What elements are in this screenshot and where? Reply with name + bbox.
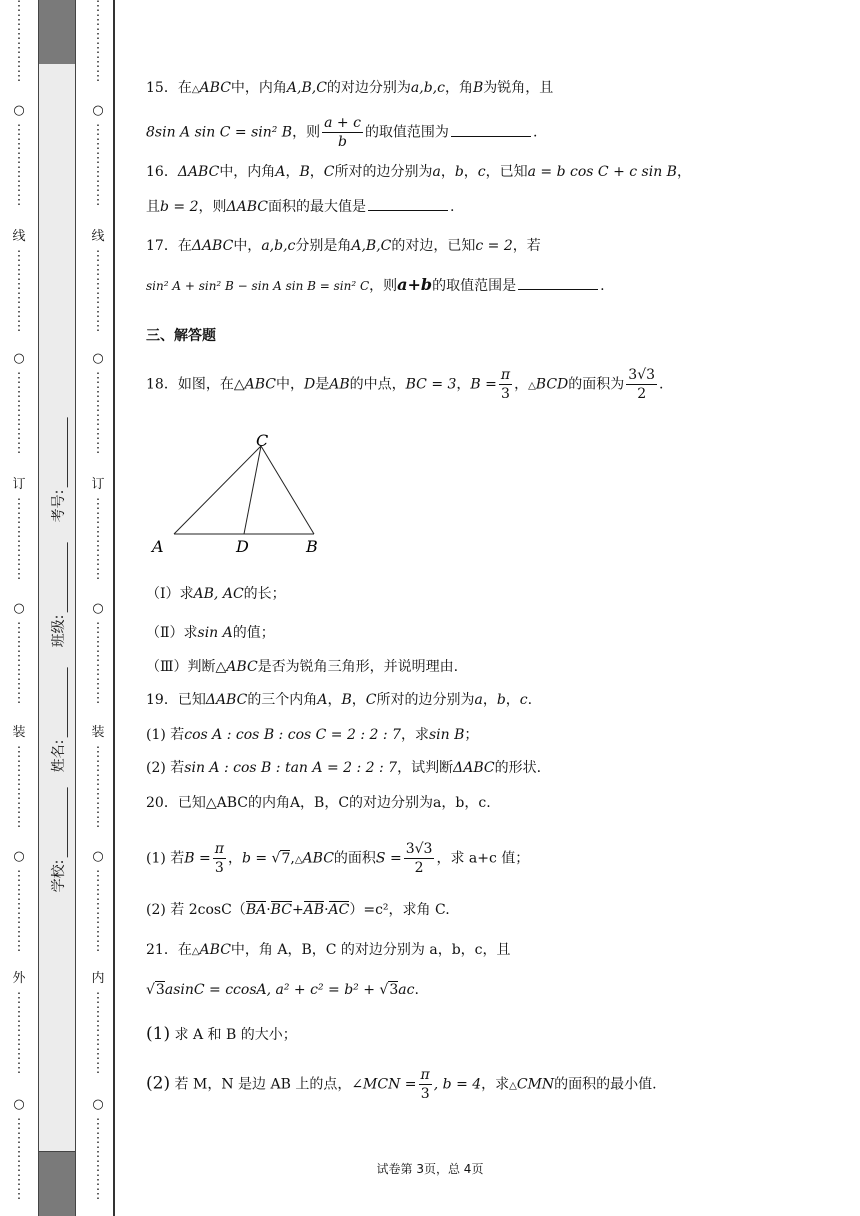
text: 求 A 和 B 的大小； (170, 1027, 297, 1043)
binding-circle-mark: ○ (13, 601, 25, 616)
text: ）=c²，求角 C. (349, 902, 450, 918)
binding-dots: ⋮ ⋮ ⋮ ⋮ ⋮ ⋮ (12, 249, 26, 334)
fraction-numerator: 3√3 (628, 367, 656, 383)
q18-line1 (146, 366, 663, 403)
text: ，求 (400, 727, 429, 743)
binding-border-line (113, 0, 115, 1216)
math: b = 2 (160, 199, 199, 215)
math: D (303, 376, 316, 393)
text: . (449, 199, 455, 215)
binding-dots: ⋮ ⋮ ⋮ ⋮ ⋮ ⋮ (91, 249, 105, 334)
text: 中，角 A，B，C 的对边分别为 a，b，c，且 (230, 942, 511, 958)
binding-circle-mark: ○ (92, 1097, 104, 1112)
math: ΔABC (191, 238, 234, 254)
segment-ac (174, 446, 261, 534)
binding-dots: ⋮ ⋮ ⋮ ⋮ ⋮ ⋮ (91, 1117, 105, 1202)
q21-part2 (146, 1066, 657, 1103)
text: ，则 (369, 278, 398, 294)
math: CMN (516, 1076, 555, 1093)
math: c (477, 164, 486, 180)
triangle-symbol: △ (528, 380, 536, 392)
q19-part2 (146, 758, 541, 778)
text: (2) 若 2cosC（ (146, 902, 246, 918)
segment-cd (244, 446, 261, 534)
math: c (519, 692, 528, 708)
name-label: 姓名: (51, 739, 67, 773)
fraction (419, 1066, 432, 1103)
math: a+b (397, 275, 433, 294)
binding-dots: ⋮ ⋮ ⋮ ⋮ ⋮ ⋮ (12, 621, 26, 706)
text: 18．如图，在 (146, 376, 234, 393)
math: sin B (428, 727, 465, 743)
binding-circle-mark: ○ (92, 351, 104, 366)
text: ， (514, 376, 529, 393)
text: 中， (275, 376, 304, 393)
triangle-symbol: △ (191, 84, 200, 95)
text: （Ⅲ）判断 (146, 659, 216, 675)
fraction-numerator: π (420, 1067, 430, 1083)
math: ABC (199, 80, 231, 96)
math: S = (375, 850, 402, 867)
math: B = (470, 376, 497, 393)
text: 的对边分别为 (326, 80, 411, 96)
fraction-denominator: 2 (414, 860, 424, 876)
label-d: D (236, 537, 249, 556)
math: AB (329, 376, 350, 393)
class-underline (67, 543, 68, 613)
binding-dots: ⋮ ⋮ ⋮ ⋮ ⋮ ⋮ (12, 1117, 26, 1202)
fraction-denominator: 3 (420, 1086, 430, 1102)
text: ， (482, 692, 497, 708)
math: A (275, 164, 286, 180)
binding-char-mark: 装 (91, 725, 105, 740)
math: BC = 3 (405, 376, 457, 393)
fraction-numerator: a + c (324, 115, 361, 131)
text: , (290, 850, 295, 867)
q21-line1 (146, 940, 511, 962)
binding-dots: ⋮ ⋮ ⋮ ⋮ ⋮ ⋮ (12, 497, 26, 582)
outer-binding-column (12, 0, 26, 1216)
binding-dots: ⋮ ⋮ ⋮ ⋮ ⋮ ⋮ (12, 0, 26, 84)
triangle-symbol: △ (509, 1080, 517, 1092)
text: 为锐角，且 (483, 80, 554, 96)
text: ， (327, 692, 342, 708)
text: 的面积为 (568, 376, 625, 393)
text: 21．在 (146, 942, 192, 958)
binding-circle-mark: ○ (13, 103, 25, 118)
text: ，试判断 (397, 760, 454, 776)
inner-binding-column (91, 0, 105, 1216)
q19-line1 (146, 690, 532, 710)
text: 19．已知 (146, 692, 206, 708)
math: a (474, 692, 483, 708)
fraction (322, 114, 363, 151)
q17-line1 (146, 236, 541, 256)
text: (1) (146, 1024, 171, 1044)
math: a,b,c (410, 80, 445, 96)
binding-dots: ⋮ ⋮ ⋮ ⋮ ⋮ ⋮ (91, 869, 105, 954)
text: 面积的最大值是 (267, 199, 366, 215)
math: b = (241, 850, 272, 867)
text: ，则 (292, 124, 321, 141)
fraction-numerator: π (500, 367, 511, 383)
text: 中，内角 (219, 164, 276, 180)
math-equation: a = b cos C + c sin B (527, 164, 677, 180)
text: (2) (146, 1073, 171, 1094)
section-heading: 三、解答题 (146, 328, 216, 344)
math: △ABC (215, 659, 258, 675)
school-underline (67, 788, 68, 858)
text: 16． (146, 164, 178, 180)
text: (1) 若 (146, 850, 185, 867)
q18-part1 (146, 584, 286, 604)
text: 若 M，N 是边 AB 上的点， (170, 1076, 352, 1093)
text: · (266, 902, 271, 918)
math: ΔABC (177, 164, 220, 180)
exam-number-label: 考号: (51, 489, 67, 523)
math: ∠MCN = (351, 1076, 417, 1093)
text: ，已知 (485, 164, 528, 180)
q21-line2: √3asinC = ccosA, a² + c² = b² + √3ac. (146, 982, 419, 998)
q16-line2 (146, 197, 454, 217)
text: (1) 若 (146, 727, 185, 743)
text: 17．在 (146, 238, 192, 254)
text: 15．在 (146, 80, 192, 96)
school-field (48, 788, 68, 893)
math: ΔABC (205, 692, 248, 708)
q15-line2 (146, 114, 537, 151)
text: ，角 (444, 80, 473, 96)
fraction (213, 840, 226, 877)
text: ， (227, 850, 242, 867)
math: ac (398, 982, 415, 998)
text: 的面积的最小值. (554, 1076, 657, 1093)
binding-char-mark: 外 (12, 971, 26, 986)
vector: AB (303, 902, 325, 918)
math: C (323, 164, 335, 180)
text: 是 (315, 376, 330, 393)
math: A,B,C (286, 80, 327, 96)
text: ， (351, 692, 366, 708)
text: 且 (146, 199, 160, 215)
school-label: 学校: (51, 859, 67, 893)
text: 所对的边分别为 (334, 164, 433, 180)
text: ， (505, 692, 520, 708)
q15-line1 (146, 78, 553, 100)
binding-circle-mark: ○ (92, 103, 104, 118)
math: a,b,c (261, 238, 296, 254)
binding-dots: ⋮ ⋮ ⋮ ⋮ ⋮ ⋮ (91, 123, 105, 208)
binding-circle-mark: ○ (92, 849, 104, 864)
text: · (324, 902, 329, 918)
sqrt-radicand: 7 (281, 850, 291, 867)
class-field (48, 543, 68, 648)
class-label: 班级: (51, 614, 67, 648)
binding-dots: ⋮ ⋮ ⋮ ⋮ ⋮ ⋮ (12, 123, 26, 208)
q20-part1: (1) 若B = $\frac{\pi}{3}$ ，b = √7,△ABC的面积S = $\frac{3√3}{2}$ ，求 a+c 值； (146, 841, 530, 876)
binding-circle-mark: ○ (13, 849, 25, 864)
q21-part1 (146, 1024, 297, 1045)
sqrt-radicand: 3 (155, 982, 165, 998)
math: ΔABC (226, 199, 268, 215)
binding-char-mark: 线 (12, 229, 26, 244)
fraction-numerator: 3√3 (405, 841, 433, 857)
vector: AC (328, 902, 350, 918)
binding-char-mark: 订 (12, 477, 26, 492)
text: ，若 (512, 238, 541, 254)
exam-number-underline (67, 418, 68, 488)
math: ΔABC (453, 760, 495, 776)
math: B (341, 692, 352, 708)
text: (2) 若 (146, 760, 185, 776)
binding-dots: ⋮ ⋮ ⋮ ⋮ ⋮ ⋮ (91, 371, 105, 456)
answer-blank[interactable] (368, 198, 448, 211)
q17-line2 (146, 275, 605, 296)
math-equation: 8sin A sin C = sin² B (146, 124, 293, 141)
math-equation: sin² A + sin² B − sin A sin B = sin² C (146, 279, 370, 293)
fraction-numerator: π (214, 841, 224, 857)
text: ； (464, 727, 479, 743)
vector: BA (245, 902, 267, 918)
q20-line1: 20．已知△ABC的内角A，B，C的对边分别为a，b，c. (146, 795, 491, 811)
fraction-denominator: 3 (501, 386, 510, 402)
triangle-symbol: △ (191, 946, 200, 957)
binding-dots: ⋮ ⋮ ⋮ ⋮ ⋮ ⋮ (91, 745, 105, 830)
math: sin A (197, 625, 233, 641)
vector: BC (270, 902, 292, 918)
exam-number-field (48, 418, 68, 523)
math: ABC (302, 850, 334, 867)
text: 中，内角 (230, 80, 287, 96)
math: AB, AC (193, 586, 244, 602)
text: 分别是角 (295, 238, 352, 254)
math-equation: asinC = ccosA, a² + c² = b² + (164, 982, 380, 998)
binding-dots: ⋮ ⋮ ⋮ ⋮ ⋮ ⋮ (91, 497, 105, 582)
binding-info-strip (38, 0, 76, 1216)
math: A (317, 692, 328, 708)
binding-circle-mark: ○ (13, 351, 25, 366)
label-b: B (306, 537, 318, 556)
math-equation: cos A : cos B : cos C = 2 : 2 : 7 (184, 727, 401, 743)
math: , b = 4 (433, 1076, 482, 1093)
math: △ABC (233, 376, 276, 393)
text: 的对边，已知 (391, 238, 476, 254)
fraction (499, 366, 512, 403)
page-footer: 试卷第 3页，总 4页 (376, 1162, 484, 1176)
math: B = (184, 850, 211, 867)
math: ABC (199, 942, 231, 958)
text: ， (456, 376, 471, 393)
text: （Ⅱ）求 (146, 625, 198, 641)
binding-dots: ⋮ ⋮ ⋮ ⋮ ⋮ ⋮ (12, 745, 26, 830)
text: ，求 a+c 值； (436, 850, 530, 867)
binding-dots: ⋮ ⋮ ⋮ ⋮ ⋮ ⋮ (12, 371, 26, 456)
binding-char-mark: 内 (91, 971, 105, 986)
text: 的三个内角 (247, 692, 318, 708)
text: 的面积 (333, 850, 376, 867)
fraction (404, 840, 435, 877)
math: C (365, 692, 377, 708)
binding-char-mark: 线 (91, 229, 105, 244)
fraction-denominator: 3 (214, 860, 224, 876)
binding-dots: ⋮ ⋮ ⋮ ⋮ ⋮ ⋮ (12, 991, 26, 1076)
answer-blank[interactable] (518, 277, 598, 290)
text: . (600, 278, 605, 294)
q16-line1: 16．ΔABC中，内角A，B，C所对的边分别为a，b，c，已知a = b cos C + c sin B， (146, 164, 691, 180)
triangle-figure (146, 428, 336, 558)
fraction-denominator: 2 (637, 386, 647, 402)
triangle-symbol: △ (294, 854, 303, 866)
binding-char-mark: 订 (91, 477, 105, 492)
text: 的取值范围为 (364, 124, 449, 141)
text: ，求 (481, 1076, 510, 1093)
math-equation: sin A : cos B : tan A = 2 : 2 : 7 (184, 760, 398, 776)
label-c: C (256, 431, 269, 450)
text: 的取值范围是 (432, 278, 517, 294)
segment-bc (261, 446, 314, 534)
math: B (472, 80, 484, 96)
binding-char-mark: 装 (12, 725, 26, 740)
text: 所对的边分别为 (376, 692, 475, 708)
text: . (659, 376, 664, 393)
q18-part3 (146, 657, 458, 677)
label-a: A (152, 537, 164, 556)
text: （Ⅰ）求 (146, 586, 194, 602)
binding-dots: ⋮ ⋮ ⋮ ⋮ ⋮ ⋮ (91, 0, 105, 84)
text: . (532, 124, 538, 141)
text: 是否为锐角三角形，并说明理由. (257, 659, 459, 675)
math: b (496, 692, 506, 708)
name-field (48, 668, 68, 773)
math: BCD (535, 376, 569, 393)
text: . (527, 692, 533, 708)
text: 的中点， (349, 376, 406, 393)
math: c = 2 (475, 238, 513, 254)
text: 的值； (232, 625, 275, 641)
binding-dots: ⋮ ⋮ ⋮ ⋮ ⋮ ⋮ (12, 869, 26, 954)
q20-part2 (146, 900, 450, 920)
binding-dots: ⋮ ⋮ ⋮ ⋮ ⋮ ⋮ (91, 991, 105, 1076)
binding-dots: ⋮ ⋮ ⋮ ⋮ ⋮ ⋮ (91, 621, 105, 706)
math: B (299, 164, 310, 180)
text: . (414, 982, 419, 998)
binding-circle-mark: ○ (13, 1097, 25, 1112)
name-underline (67, 668, 68, 738)
text: + (291, 902, 304, 918)
q18-part2 (146, 623, 275, 643)
text: 的形状. (494, 760, 542, 776)
text: ，则 (198, 199, 227, 215)
text: 的长； (243, 586, 286, 602)
binding-circle-mark: ○ (92, 601, 104, 616)
text: 中， (233, 238, 262, 254)
fraction-denominator: b (338, 134, 347, 150)
fraction (626, 366, 657, 403)
math: A,B,C (351, 238, 392, 254)
strip-top-block (39, 0, 75, 65)
answer-blank[interactable] (451, 124, 531, 137)
q19-part1 (146, 725, 478, 745)
sqrt-radicand: 3 (389, 982, 399, 998)
math: a (432, 164, 441, 180)
math: b (454, 164, 464, 180)
